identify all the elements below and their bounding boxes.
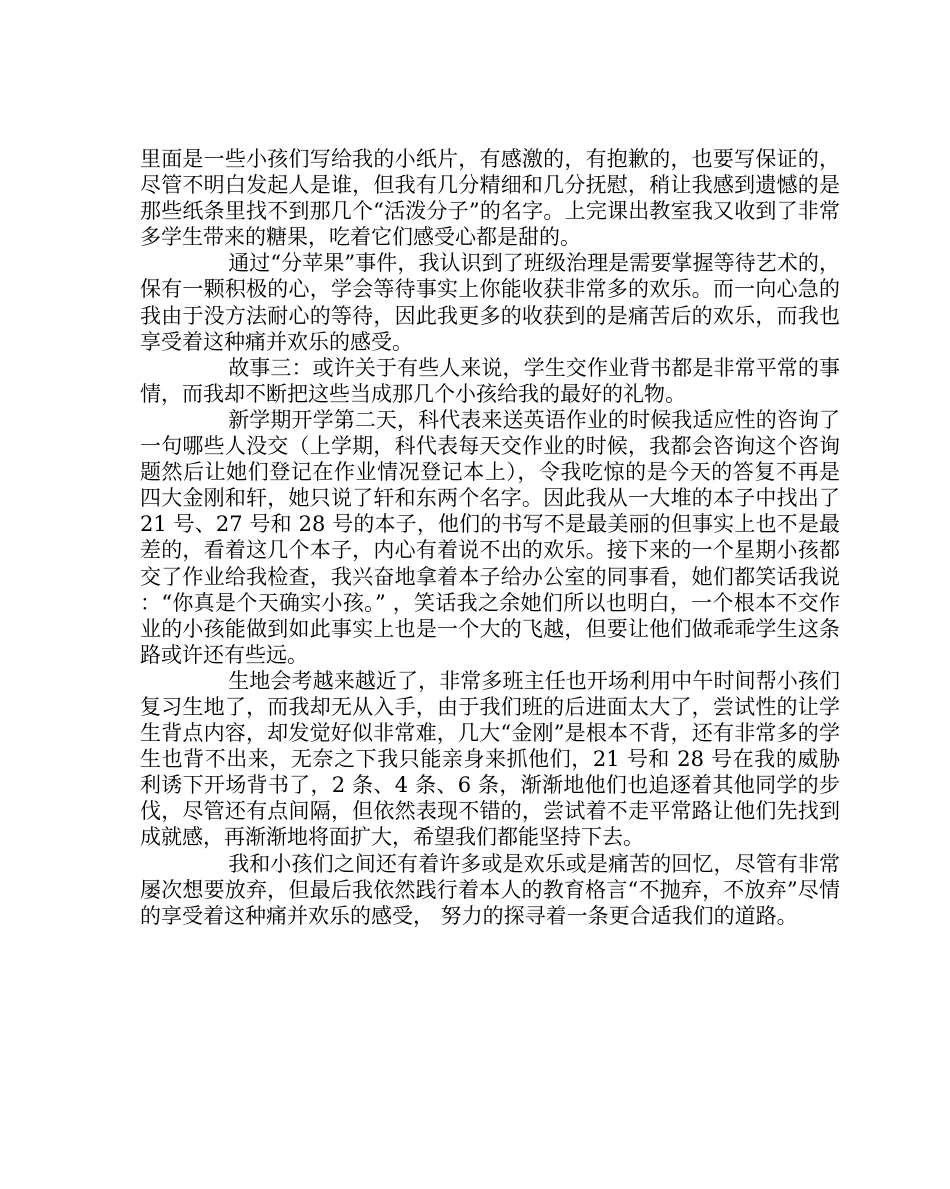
document-body — [140, 146, 840, 929]
paragraph-1: 里面是一些小孩们写给我的小纸片，有感激的，有抱歉的，也要写保证的，尽管不明白发起人是谁，但我有几分精细和几分抚慰，稍让我感到遗憾的是那些纸条里找不到那几个“活泼分子”的名字。上完课出教室我又收到了非常多学生带来的糖果，吃着它们感受心都是甜的。 — [140, 147, 840, 250]
paragraph-2: 通过“分苹果”事件，我认识到了班级治理是需要掌握等待艺术的，保有一颗积极的心，学会等待事实上你能收获非常多的欢乐。而一向心急的我由于没方法耐心的等待，因此我更多的收获到的是痛苦后的欢乐，而我也享受着这种痛并欢乐的感受。 — [140, 251, 840, 354]
paragraph-6: 我和小孩们之间还有着许多或是欢乐或是痛苦的回忆，尽管有非常屡次想要放弃，但最后我依然践行着本人的教育格言“不抛弃，不放弃”尽情的享受着这种痛并欢乐的感受， 努力的探寻着一条更合适我们的道路。 — [140, 851, 840, 928]
paragraph-5: 生地会考越来越近了，非常多班主任也开场利用中午时间帮小孩们复习生地了，而我却无从入手，由于我们班的后进面太大了，尝试性的让学生背点内容，却发觉好似非常难，几大“金刚”是根本不背，还有非常多的学生也背不出来，无奈之下我只能亲身来抓他们，21 号和 28 号在我的威胁利诱下开场背书了，2 条、4 条、6 条，渐渐地他们也追逐着其他同学的步伐，尽管还有点间隔，但依然表现不错的，尝试着不走平常路让他们先找到成就感，再渐渐地将面扩大，希望我们都能坚持下去。 — [140, 668, 840, 850]
paragraph-4: 新学期开学第二天，科代表来送英语作业的时候我适应性的咨询了一句哪些人没交（上学期，科代表每天交作业的时候，我都会咨询这个咨询题然后让她们登记在作业情况登记本上），令我吃惊的是今天的答复不再是四大金刚和轩，她只说了轩和东两个名字。因此我从一大堆的本子中找出了 21 号、27 号和 28 号的本子，他们的书写不是最美丽的但事实上也不是最差的，看着这几个本子，内心有着说不出的欢乐。接下来的一个星期小孩都交了作业给我检查，我兴奋地拿着本子给办公室的同事看，她们都笑话我说：“你真是个天确实小孩。” ，笑话我之余她们所以也明白，一个根本不交作业的小孩能做到如此事实上也是一个大的飞越，但要让他们做乖乖学生这条路或许还有些远。 — [140, 407, 840, 667]
paragraph-3: 故事三：或许关于有些人来说，学生交作业背书都是非常平常的事情，而我却不断把这些当成那几个小孩给我的最好的礼物。 — [140, 355, 840, 406]
